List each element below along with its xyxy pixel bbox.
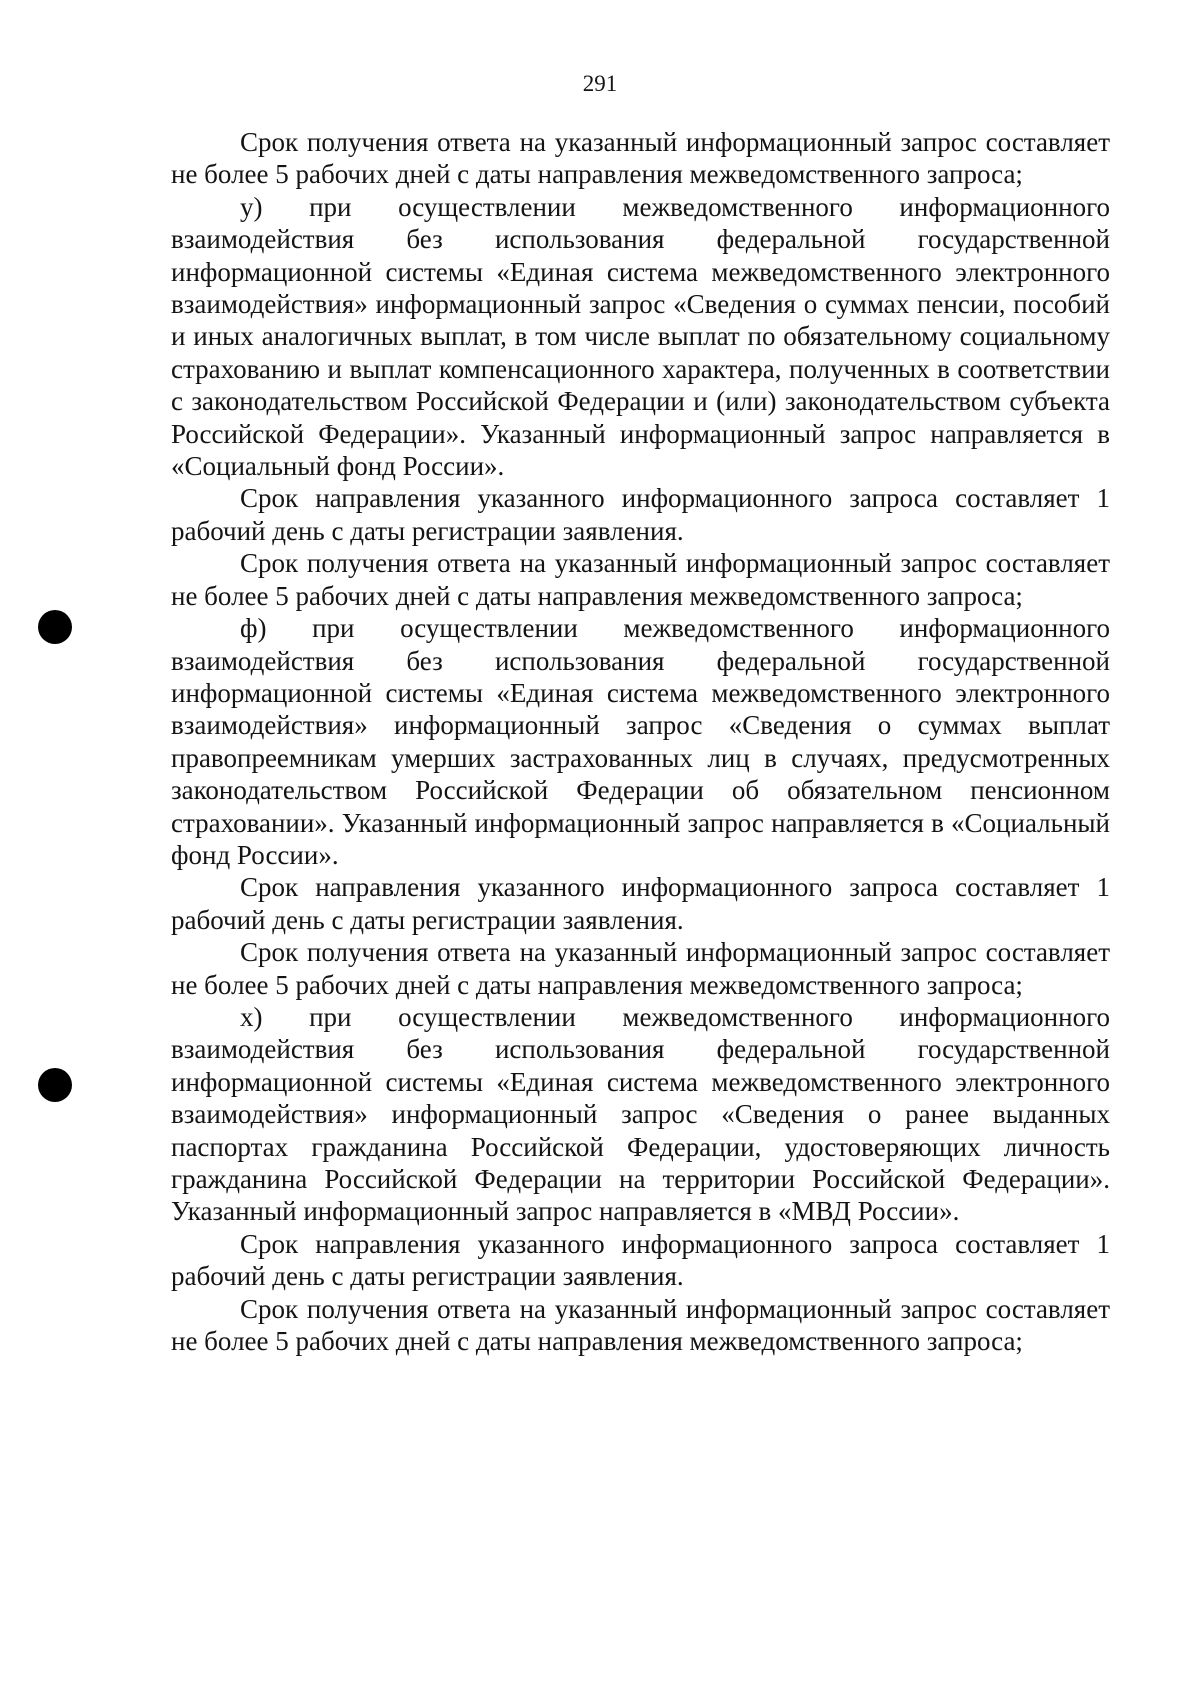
paragraph-item-f: ф) при осуществлении межведомственного информационного взаимодействия без использования федеральной государственной информационной системы «Единая система межведомственного электронного взаимодействия» информационный запрос «Сведения о суммах выплат правопреемникам умерших застрахованных лиц в случаях, предусмотренных законодательством Российской Федерации об обязательном пенсионном страховании». Указанный информационный запрос направляется в «Социальный фонд России». — [171, 613, 1110, 870]
paragraph-item-kh: х) при осуществлении межведомственного информационного взаимодействия без использования федеральной государственной информационной системы «Единая система межведомственного электронного взаимодействия» информационный запрос «Сведения о ранее выданных паспортах гражданина Российской Федерации, удостоверяющих личность гражданина Российской Федерации на территории Российской Федерации». Указанный информационный запрос направляется в «МВД России». — [171, 1001, 1110, 1227]
page-number: 291 — [582, 71, 618, 96]
punch-hole-mark — [38, 610, 72, 644]
paragraph-item-u: у) при осуществлении межведомственного информационного взаимодействия без использования федеральной государственной информационной системы «Единая система межведомственного электронного взаимодействия» информационный запрос «Сведения о суммах пенсии, пособий и иных аналогичных выплат, в том числе выплат по обязательному социальному страхованию и выплат компенсационного характера, полученных в соответствии с законодательством Российской Федерации и (или) законодательством субъекта Российской Федерации». Указанный информационный запрос направляется в «Социальный фонд России». — [171, 191, 1110, 482]
paragraph-response-term: Срок получения ответа на указанный информационный запрос составляет не более 5 рабочих дней с даты направления межведомственного запроса; — [171, 127, 1110, 190]
paragraph-request-term: Срок направления указанного информационного запроса составляет 1 рабочий день с даты регистрации заявления. — [171, 483, 1110, 546]
paragraph-request-term: Срок направления указанного информационного запроса составляет 1 рабочий день с даты регистрации заявления. — [171, 1228, 1110, 1292]
document-body — [171, 126, 1110, 1357]
punch-hole-mark — [38, 1068, 72, 1102]
paragraph-request-term: Срок направления указанного информационного запроса составляет 1 рабочий день с даты регистрации заявления. — [171, 872, 1110, 935]
paragraph-response-term: Срок получения ответа на указанный информационный запрос составляет не более 5 рабочих дней с даты направления межведомственного запроса; — [171, 937, 1110, 1000]
paragraph-response-term: Срок получения ответа на указанный информационный запрос составляет не более 5 рабочих дней с даты направления межведомственного запроса; — [171, 548, 1110, 611]
paragraph-response-term: Срок получения ответа на указанный информационный запрос составляет не более 5 рабочих дней с даты направления межведомственного запроса; — [171, 1293, 1110, 1357]
